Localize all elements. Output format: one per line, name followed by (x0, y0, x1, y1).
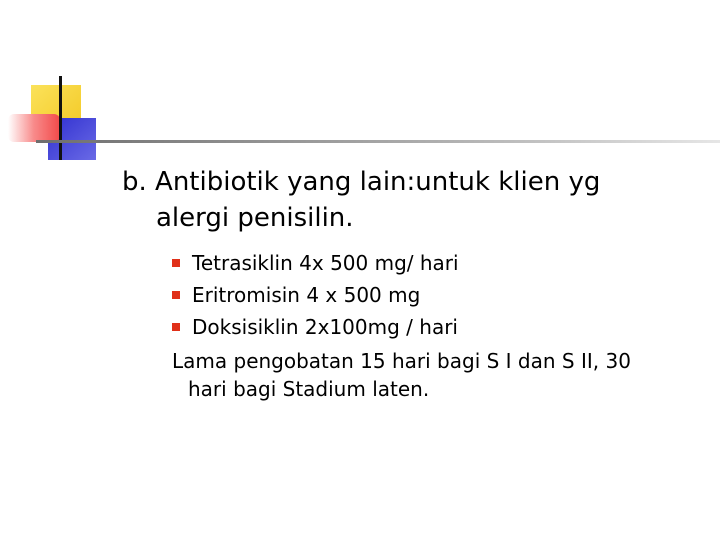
heading-line-1: b. Antibiotik yang lain:untuk klien yg (122, 167, 601, 197)
slide-logo-decoration (0, 0, 720, 170)
list-item (172, 247, 712, 279)
list-item-text: Doksisiklin 2x100mg / hari (192, 315, 458, 339)
square-bullet-icon (172, 323, 180, 331)
list-item-text: Eritromisin 4 x 500 mg (192, 283, 421, 307)
logo-vertical-line (59, 76, 62, 160)
antibiotic-list (172, 247, 712, 403)
square-bullet-icon (172, 291, 180, 299)
slide-heading-block (122, 164, 702, 236)
treatment-duration-note (172, 347, 712, 403)
logo-red-bar (8, 114, 60, 142)
slide-heading (122, 164, 702, 236)
list-item (172, 311, 712, 343)
duration-line-2: hari bagi Stadium laten. (188, 377, 430, 401)
list-item-text: Tetrasiklin 4x 500 mg/ hari (192, 251, 459, 275)
logo-graphic (0, 0, 720, 170)
heading-line-2: alergi penisilin. (156, 203, 354, 233)
title-rule-line (36, 140, 720, 143)
duration-line-1: Lama pengobatan 15 hari bagi S I dan S II, 30 (172, 349, 631, 373)
square-bullet-icon (172, 259, 180, 267)
list-item (172, 279, 712, 311)
